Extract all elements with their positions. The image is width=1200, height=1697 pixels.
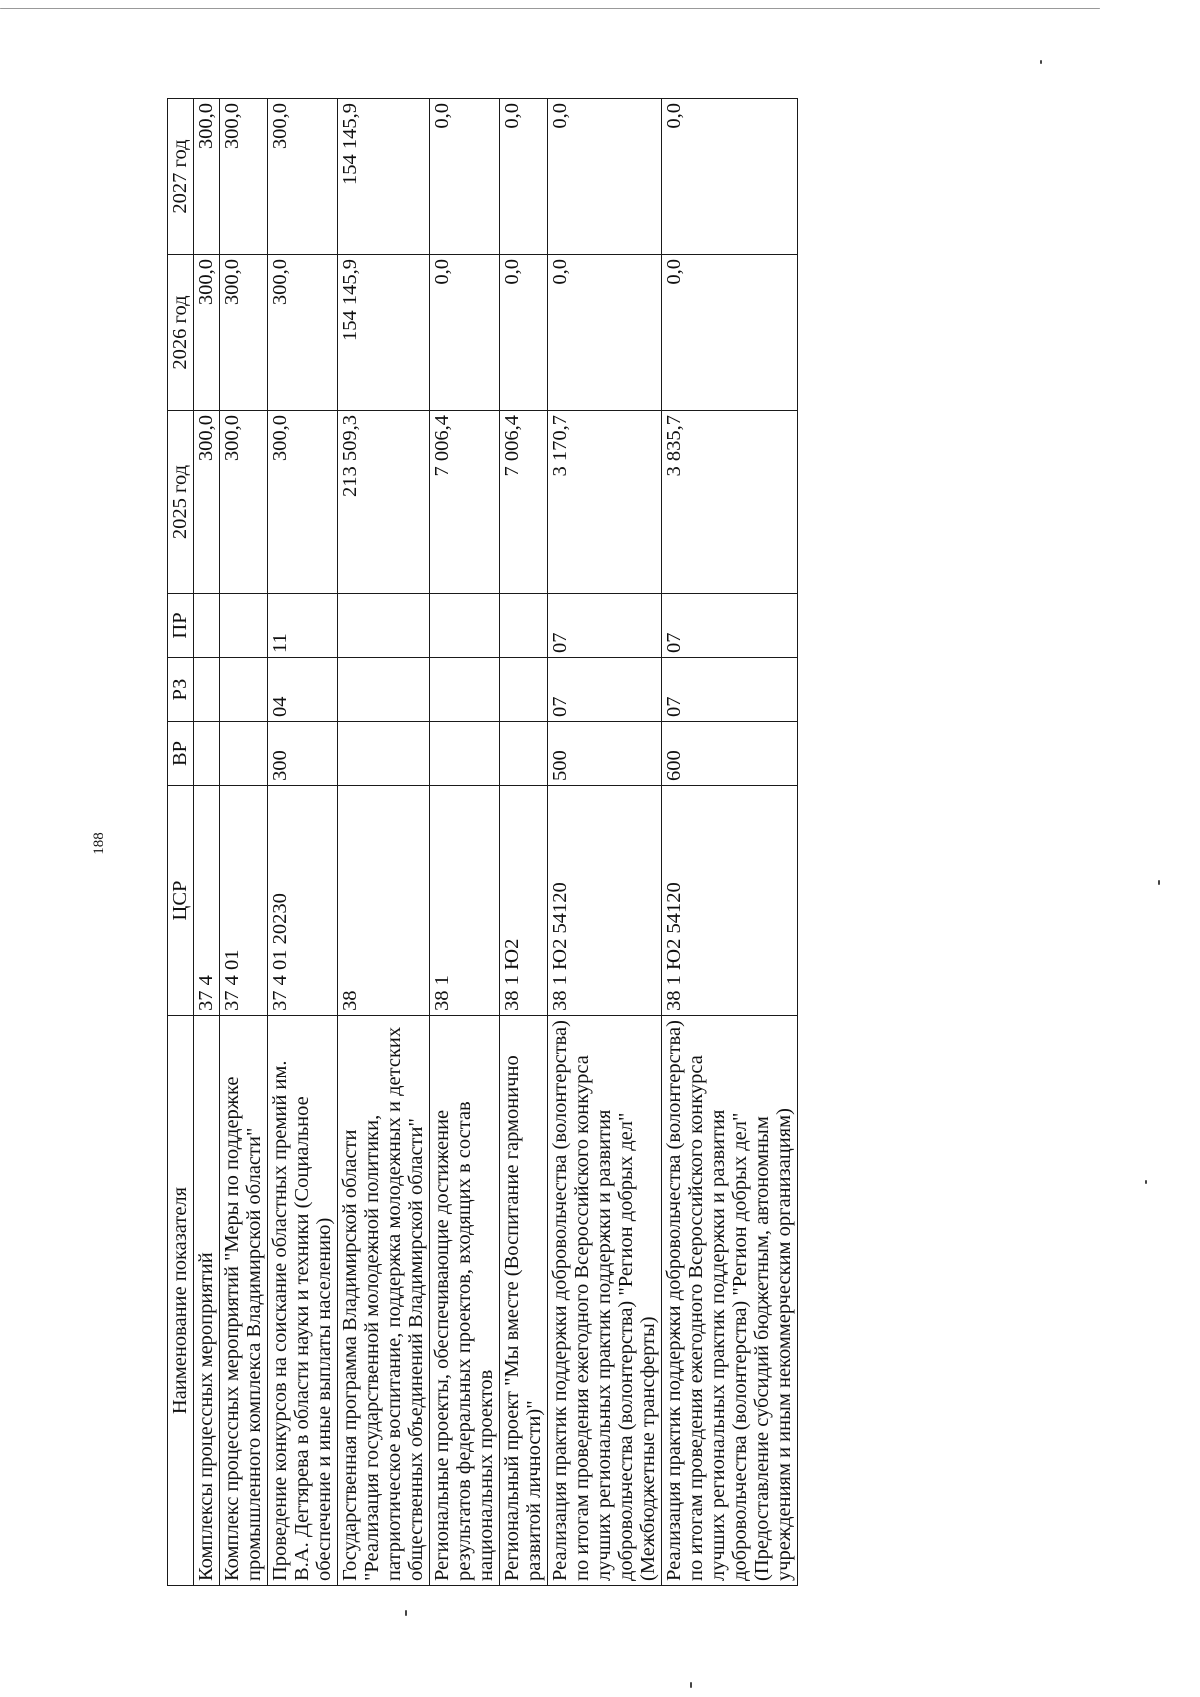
cell-2025: 300,0	[194, 411, 220, 594]
cell-vr	[194, 722, 220, 786]
table-row	[430, 99, 500, 1586]
cell-name: Комплексы процессных мероприятий	[194, 1016, 220, 1586]
cell-csr: 37 4	[194, 786, 220, 1016]
cell-2027: 0,0	[500, 99, 548, 255]
cell-2027: 300,0	[220, 99, 268, 255]
cell-2026: 300,0	[220, 255, 268, 411]
cell-rz	[500, 658, 548, 722]
header-2027: 2027 год	[168, 99, 194, 255]
header-2026: 2026 год	[168, 255, 194, 411]
cell-name: Региональный проект "Мы вместе (Воспитание гармонично развитой личности)"	[500, 1016, 548, 1586]
cell-vr	[430, 722, 500, 786]
header-rz: РЗ	[168, 658, 194, 722]
cell-2025: 3 170,7	[548, 411, 662, 594]
cell-vr	[500, 722, 548, 786]
table-row	[548, 99, 662, 1586]
cell-rz	[338, 658, 430, 722]
cell-2025: 300,0	[268, 411, 338, 594]
cell-pr	[430, 594, 500, 658]
cell-2027: 0,0	[548, 99, 662, 255]
cell-rz	[220, 658, 268, 722]
header-csr: ЦСР	[168, 786, 194, 1016]
cell-pr	[500, 594, 548, 658]
cell-name: Проведение конкурсов на соискание областных премий им. В.А. Дегтярева в области науки и техники (Социальное обеспечение и иные выплаты населению)	[268, 1016, 338, 1586]
cell-2026: 0,0	[500, 255, 548, 411]
cell-2025: 7 006,4	[430, 411, 500, 594]
cell-2025: 3 835,7	[662, 411, 798, 594]
header-pr: ПР	[168, 594, 194, 658]
table-row	[220, 99, 268, 1586]
cell-2026: 300,0	[194, 255, 220, 411]
cell-vr	[220, 722, 268, 786]
cell-pr: 07	[662, 594, 798, 658]
cell-name: Государственная программа Владимирской области "Реализация государственной молодежной политики, патриотическое воспитание, поддержка молодежных и детских общественных объединений Владимирской области"	[338, 1016, 430, 1586]
budget-table	[167, 98, 798, 1586]
cell-2026: 0,0	[662, 255, 798, 411]
cell-vr: 500	[548, 722, 662, 786]
cell-2026: 300,0	[268, 255, 338, 411]
cell-2026: 154 145,9	[338, 255, 430, 411]
cell-pr	[194, 594, 220, 658]
table-row	[662, 99, 798, 1586]
cell-vr: 300	[268, 722, 338, 786]
cell-pr	[220, 594, 268, 658]
cell-rz: 07	[548, 658, 662, 722]
cell-csr: 38 1 Ю2 54120	[662, 786, 798, 1016]
cell-2026: 0,0	[548, 255, 662, 411]
cell-csr: 37 4 01 20230	[268, 786, 338, 1016]
cell-2027: 300,0	[268, 99, 338, 255]
cell-pr: 11	[268, 594, 338, 658]
cell-rz	[430, 658, 500, 722]
cell-name: Реализация практик поддержки добровольчества (волонтерства) по итогам проведения ежегодного Всероссийского конкурса лучших региональных практик поддержки и развития добровольчества (волонтерства) "Регион добрых дел" (Межбюджетные трансферты)	[548, 1016, 662, 1586]
cell-name: Комплекс процессных мероприятий "Меры по поддержке промышленного комплекса Владимирской области"	[220, 1016, 268, 1586]
page-number: 188	[90, 832, 107, 855]
cell-pr	[338, 594, 430, 658]
cell-rz: 07	[662, 658, 798, 722]
cell-2027: 154 145,9	[338, 99, 430, 255]
cell-2027: 0,0	[662, 99, 798, 255]
table-row	[268, 99, 338, 1586]
cell-2026: 0,0	[430, 255, 500, 411]
table-row	[194, 99, 220, 1586]
cell-name: Реализация практик поддержки добровольчества (волонтерства) по итогам проведения ежегодного Всероссийского конкурса лучших региональных практик поддержки и развития добровольчества (волонтерства) "Регион добрых дел" (Предоставление субсидий бюджетным, автономным учреждениям и иным некоммерческим организациям)	[662, 1016, 798, 1586]
cell-name: Региональные проекты, обеспечивающие достижение результатов федеральных проектов, входящих в состав национальных проектов	[430, 1016, 500, 1586]
cell-csr: 38 1	[430, 786, 500, 1016]
cell-vr: 600	[662, 722, 798, 786]
cell-csr: 38	[338, 786, 430, 1016]
cell-rz: 04	[268, 658, 338, 722]
cell-pr: 07	[548, 594, 662, 658]
table-header-row	[168, 99, 194, 1586]
header-name: Наименование показателя	[168, 1016, 194, 1586]
cell-csr: 37 4 01	[220, 786, 268, 1016]
cell-2025: 300,0	[220, 411, 268, 594]
cell-vr	[338, 722, 430, 786]
header-2025: 2025 год	[168, 411, 194, 594]
header-vr: ВР	[168, 722, 194, 786]
cell-csr: 38 1 Ю2	[500, 786, 548, 1016]
table-row	[500, 99, 548, 1586]
cell-2027: 300,0	[194, 99, 220, 255]
cell-csr: 38 1 Ю2 54120	[548, 786, 662, 1016]
table-row	[338, 99, 430, 1586]
cell-2025: 213 509,3	[338, 411, 430, 594]
cell-2027: 0,0	[430, 99, 500, 255]
cell-2025: 7 006,4	[500, 411, 548, 594]
cell-rz	[194, 658, 220, 722]
